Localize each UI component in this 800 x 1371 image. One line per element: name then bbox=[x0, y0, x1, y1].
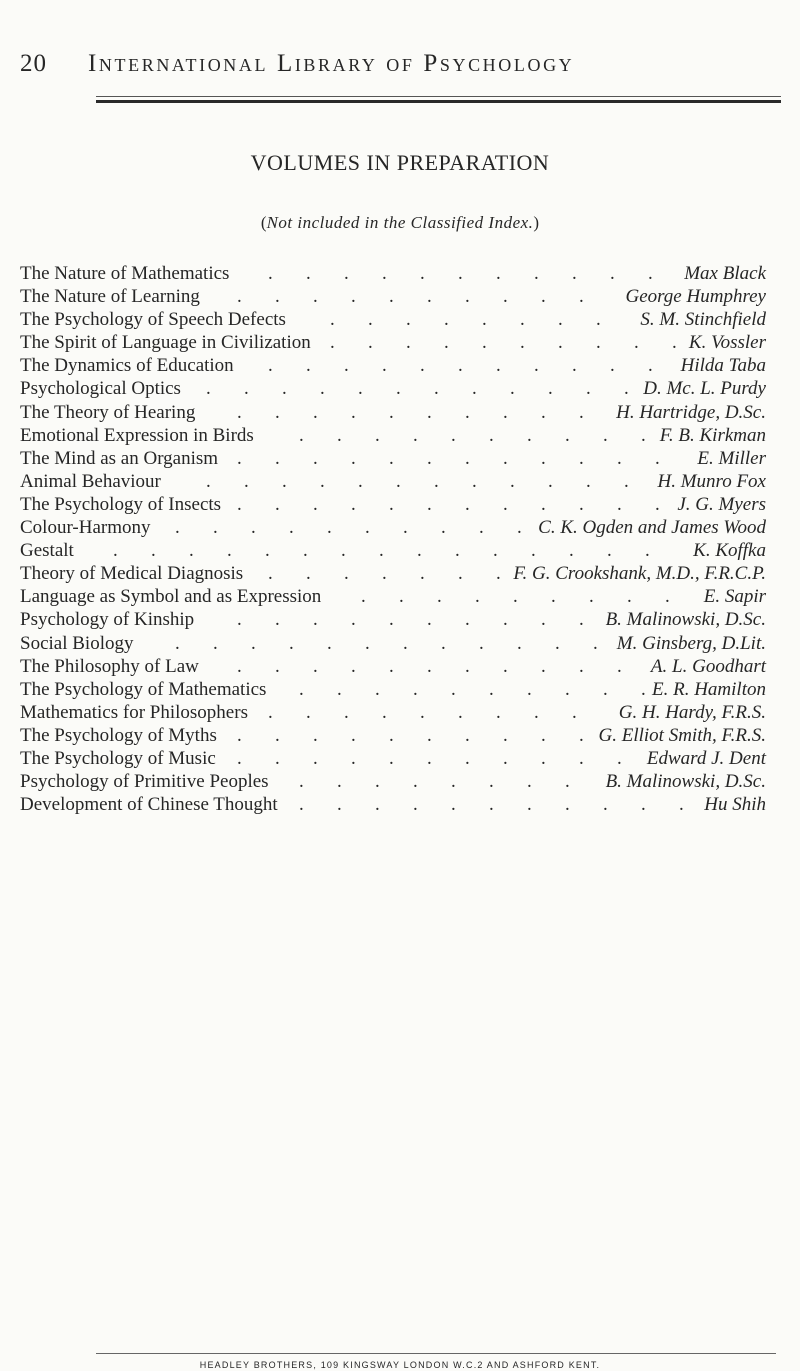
page-number: 20 bbox=[20, 50, 47, 77]
volume-entry bbox=[20, 701, 766, 724]
volume-entry bbox=[20, 424, 766, 447]
volume-title: Social Biology bbox=[20, 632, 134, 654]
dot-leader: . . . . . . . . . . . . bbox=[206, 470, 629, 492]
volume-entry bbox=[20, 470, 766, 493]
volume-author: George Humphrey bbox=[625, 286, 766, 308]
volume-author: K. Vossler bbox=[688, 332, 766, 354]
dot-leader: . . . . . . . . . . . . bbox=[206, 378, 629, 400]
dot-leader: . . . . . . . . . . bbox=[237, 724, 584, 746]
running-head bbox=[0, 50, 800, 92]
volume-entry bbox=[20, 285, 766, 308]
volume-author: F. B. Kirkman bbox=[659, 424, 766, 446]
volume-title: Colour-Harmony bbox=[20, 517, 151, 539]
volume-entry bbox=[20, 493, 766, 516]
volume-entry bbox=[20, 793, 766, 816]
volume-entry bbox=[20, 655, 766, 678]
dot-leader: . . . . . . . . bbox=[299, 771, 570, 793]
subtitle-close-paren: ) bbox=[533, 213, 540, 232]
volume-entry bbox=[20, 377, 766, 400]
volume-author: B. Malinowski, D.Sc. bbox=[605, 609, 766, 631]
header-rule-thick bbox=[96, 100, 781, 103]
volume-title: The Psychology of Speech Defects bbox=[20, 309, 286, 331]
volume-title: The Psychology of Myths bbox=[20, 724, 217, 746]
volume-author: Hilda Taba bbox=[680, 355, 766, 377]
volume-entry bbox=[20, 331, 766, 354]
dot-leader: . . . . . . . . . bbox=[361, 586, 670, 608]
header-rule-thin bbox=[96, 96, 781, 97]
volume-title: The Psychology of Music bbox=[20, 747, 216, 769]
volume-title: The Theory of Hearing bbox=[20, 401, 196, 423]
volume-author: B. Malinowski, D.Sc. bbox=[605, 771, 766, 793]
volume-title: The Nature of Learning bbox=[20, 286, 200, 308]
volume-title: The Nature of Mathematics bbox=[20, 263, 230, 284]
dot-leader: . . . . . . . . . . bbox=[175, 517, 522, 539]
volume-entry bbox=[20, 401, 766, 424]
volume-author: A. L. Goodhart bbox=[650, 655, 766, 677]
volume-title: The Spirit of Language in Civilization bbox=[20, 332, 311, 354]
dot-leader: . . . . . . . . . . . bbox=[299, 794, 684, 816]
dot-leader: . . . . . . . . . . . bbox=[237, 747, 622, 769]
volume-title: The Dynamics of Education bbox=[20, 355, 234, 377]
volume-author: D. Mc. L. Purdy bbox=[643, 378, 766, 400]
volume-author: Edward J. Dent bbox=[646, 747, 766, 769]
volume-author: E. Sapir bbox=[703, 586, 766, 608]
volume-entry bbox=[20, 447, 766, 470]
volume-title: Animal Behaviour bbox=[20, 470, 161, 492]
volume-title: Psychology of Kinship bbox=[20, 609, 195, 631]
volume-entry bbox=[20, 585, 766, 608]
volume-author: G. H. Hardy, F.R.S. bbox=[618, 701, 766, 723]
dot-leader: . . . . . . . . . . bbox=[299, 424, 646, 446]
dot-leader: . . . . . . . . . . . . bbox=[175, 632, 598, 654]
dot-leader: . . . . . . . . . . . . . . . bbox=[113, 540, 650, 562]
volume-entry bbox=[20, 539, 766, 562]
volume-entry bbox=[20, 308, 766, 331]
volume-author: M. Ginsberg, D.Lit. bbox=[616, 632, 766, 654]
dot-leader: . . . . . . . . bbox=[330, 309, 601, 331]
subtitle-text: Not included in the Classified Index. bbox=[266, 213, 534, 232]
volume-author: C. K. Ogden and James Wood bbox=[538, 517, 766, 539]
volume-author: E. R. Hamilton bbox=[652, 678, 766, 700]
volume-author: F. G. Crookshank, M.D., F.R.C.P. bbox=[513, 563, 766, 585]
volume-entry bbox=[20, 608, 766, 631]
volume-title: The Mind as an Organism bbox=[20, 447, 219, 469]
dot-leader: . . . . . . . . . . bbox=[237, 286, 584, 308]
volume-author: G. Elliot Smith, F.R.S. bbox=[598, 724, 766, 746]
volume-entry bbox=[20, 354, 766, 377]
volume-title: Gestalt bbox=[20, 540, 74, 562]
volume-title: Theory of Medical Diagnosis bbox=[20, 563, 244, 585]
dot-leader: . . . . . . . . . . . bbox=[237, 655, 622, 677]
volume-title: Development of Chinese Thought bbox=[20, 794, 278, 816]
volume-author: H. Hartridge, D.Sc. bbox=[616, 401, 766, 423]
volume-title: The Philosophy of Law bbox=[20, 655, 199, 677]
volume-author: K. Koffka bbox=[693, 540, 766, 562]
volume-author: S. M. Stinchfield bbox=[640, 309, 766, 331]
volume-author: Hu Shih bbox=[704, 794, 766, 816]
volume-author: H. Munro Fox bbox=[657, 470, 766, 492]
volume-title: The Psychology of Insects bbox=[20, 493, 222, 515]
volume-list bbox=[20, 262, 766, 816]
volume-title: Psychological Optics bbox=[20, 378, 181, 400]
volume-entry bbox=[20, 516, 766, 539]
volume-entry bbox=[20, 562, 766, 585]
volume-entry bbox=[20, 678, 766, 701]
dot-leader: . . . . . . . bbox=[268, 563, 501, 585]
dot-leader: . . . . . . . . . . . bbox=[268, 355, 653, 377]
printer-imprint: HEADLEY BROTHERS, 109 KINGSWAY LONDON W.C.2 AND ASHFORD KENT. bbox=[199, 1360, 601, 1370]
dot-leader: . . . . . . . . . . bbox=[299, 678, 646, 700]
volume-title: Mathematics for Philosophers bbox=[20, 701, 248, 723]
volume-title: Language as Symbol and as Expression bbox=[20, 586, 322, 608]
subtitle bbox=[0, 213, 800, 233]
dot-leader: . . . . . . . . . . . . bbox=[237, 447, 660, 469]
dot-leader: . . . . . . . . . . bbox=[330, 332, 677, 354]
volume-entry bbox=[20, 770, 766, 793]
dot-leader: . . . . . . . . . . . . bbox=[237, 493, 660, 515]
dot-leader: . . . . . . . . . . . bbox=[268, 263, 653, 284]
volume-title: Emotional Expression in Birds bbox=[20, 424, 254, 446]
subtitle-open-paren: ( bbox=[260, 213, 267, 232]
footer-rule bbox=[96, 1353, 776, 1354]
volume-entry bbox=[20, 632, 766, 655]
volume-title: Psychology of Primitive Peoples bbox=[20, 771, 269, 793]
dot-leader: . . . . . . . . . bbox=[268, 701, 577, 723]
volume-author: Max Black bbox=[684, 263, 766, 284]
running-title: International Library of Psychology bbox=[88, 50, 575, 77]
dot-leader: . . . . . . . . . . bbox=[237, 401, 584, 423]
section-title: VOLUMES IN PREPARATION bbox=[250, 150, 550, 175]
volume-title: The Psychology of Mathematics bbox=[20, 678, 267, 700]
dot-leader: . . . . . . . . . . bbox=[237, 609, 584, 631]
volume-entry bbox=[20, 724, 766, 747]
volume-author: J. G. Myers bbox=[677, 493, 766, 515]
volume-entry bbox=[20, 747, 766, 770]
volume-author: E. Miller bbox=[697, 447, 766, 469]
volume-entry bbox=[20, 262, 766, 285]
